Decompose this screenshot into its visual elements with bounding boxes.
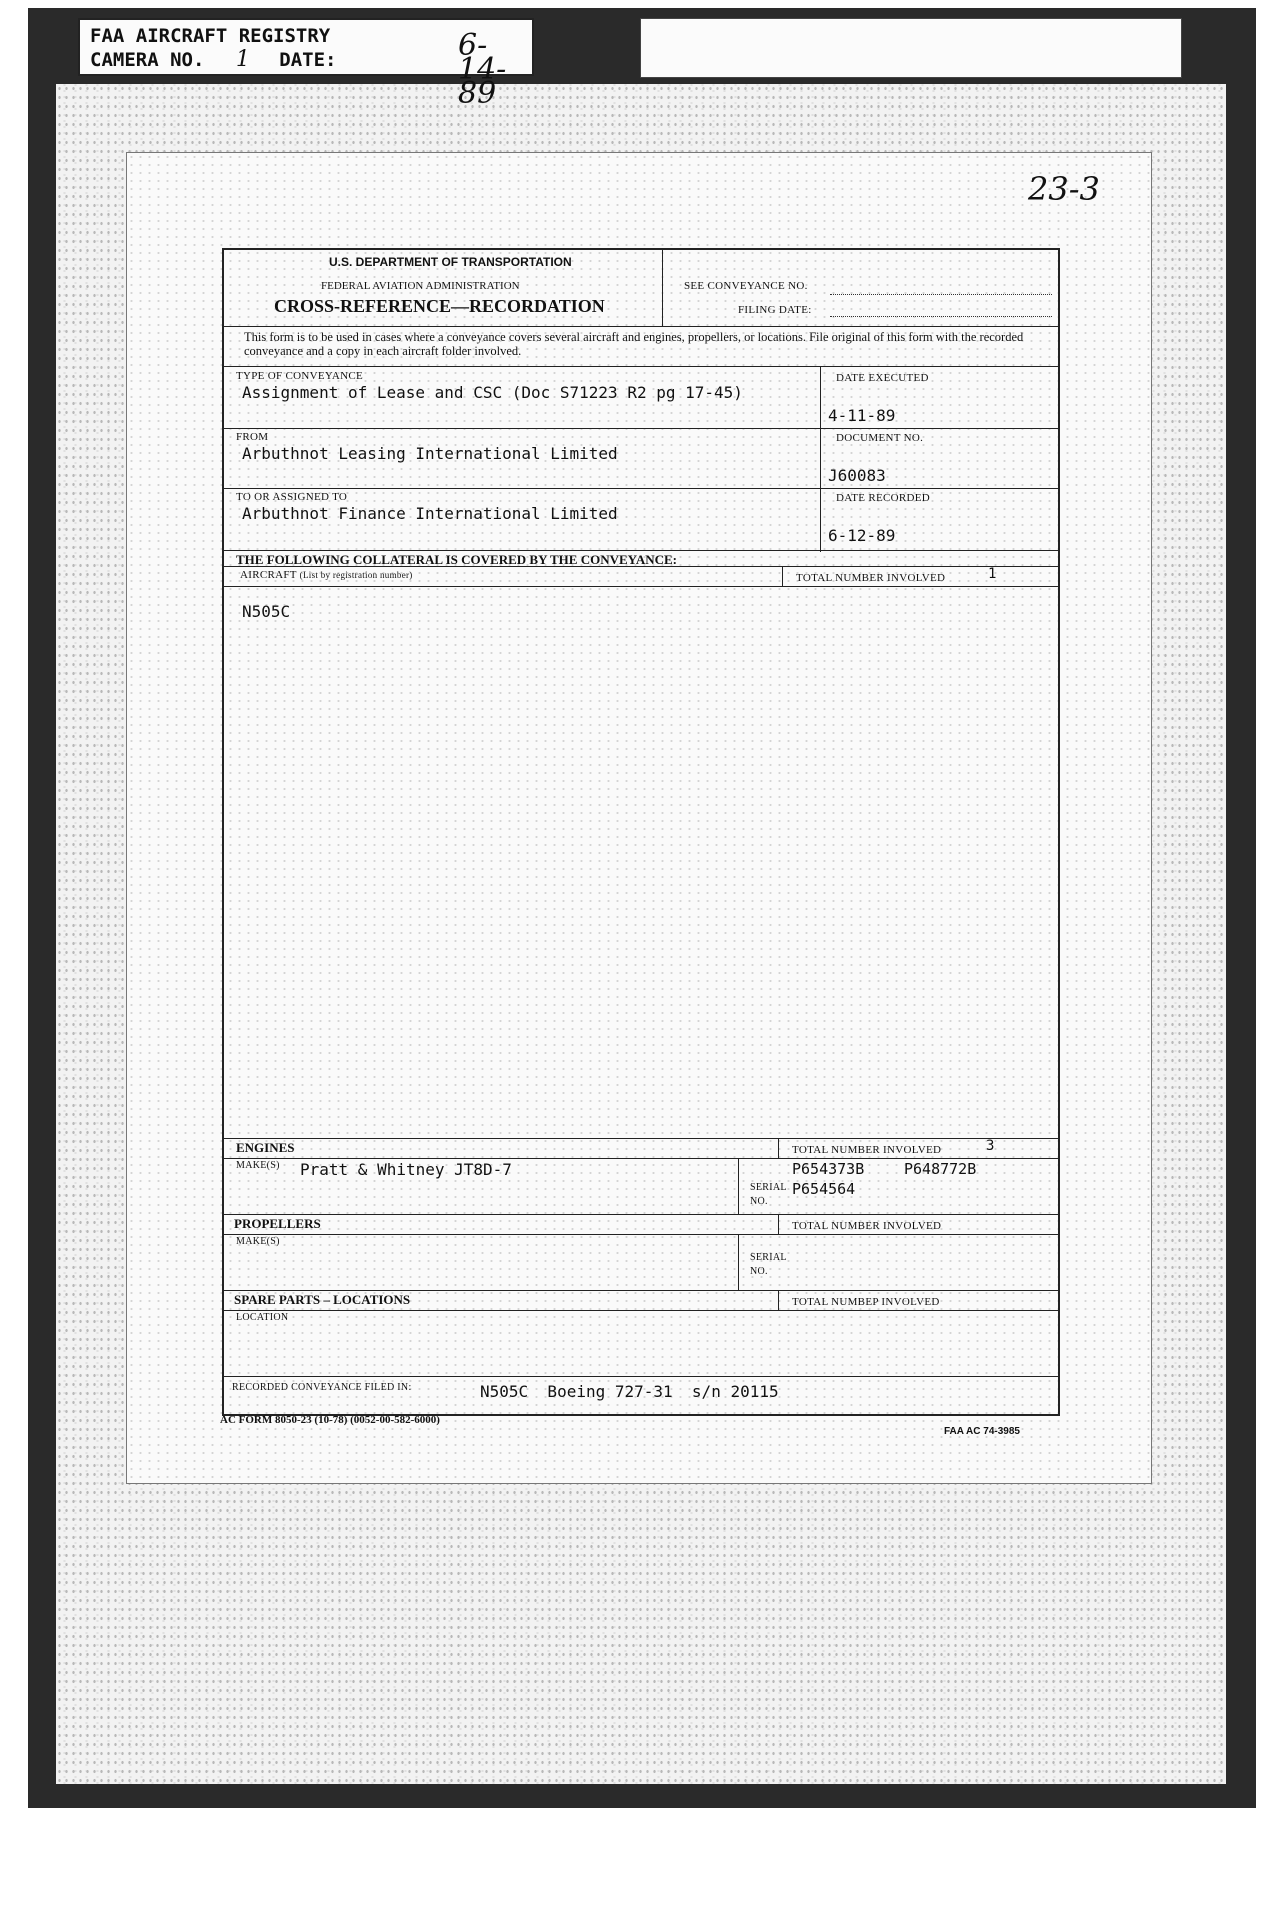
location-label: LOCATION [236,1312,289,1323]
aircraft-total-value: 1 [988,566,997,582]
type-of-conveyance-label: TYPE OF CONVEYANCE [236,370,364,382]
engines-serial-no-label: NO. [750,1196,768,1207]
propellers-make-label: MAKE(S) [236,1236,280,1247]
date-executed-label: DATE EXECUTED [836,372,929,384]
engine-serial-1: P654373B [792,1160,865,1178]
engines-total-value: 3 [986,1138,995,1154]
aircraft-label [240,569,413,581]
filing-date-field [830,316,1052,317]
department-name: U.S. DEPARTMENT OF TRANSPORTATION [329,255,572,269]
engines-make-value: Pratt & Whitney JT8D-7 [300,1160,512,1179]
propellers-serial-no-label: NO. [750,1266,768,1277]
recorded-conveyance-value: N505C Boeing 727-31 s/n 20115 [480,1382,779,1401]
form-instructions: This form is to be used in cases where a conveyance covers several aircraft and engines, propellers, or locations. File original of this form with the recorded conveyance and a copy in each aircraft folder involved. [244,330,1024,358]
spare-parts-heading: SPARE PARTS – LOCATIONS [234,1292,411,1307]
ac-number: FAA AC 74-3985 [944,1426,1020,1437]
stamp-line1: FAA AIRCRAFT REGISTRY [90,25,331,47]
from-label: FROM [236,431,269,443]
propellers-heading: PROPELLERS [234,1216,321,1231]
date-executed-value: 4-11-89 [828,406,896,425]
to-label: TO OR ASSIGNED TO [236,491,348,503]
engines-make-label: MAKE(S) [236,1160,280,1171]
stamp-date-value: 6-14-89 [458,28,507,111]
filing-date-label: FILING DATE: [738,304,812,316]
aircraft-label-text: AIRCRAFT [240,569,297,581]
registry-stamp [78,18,534,111]
aircraft-note: (List by registration number) [299,570,413,580]
from-value: Arbuthnot Leasing International Limited [242,444,618,463]
agency-name: FEDERAL AVIATION ADMINISTRATION [321,280,520,292]
type-of-conveyance-value: Assignment of Lease and CSC (Doc S71223 R2 pg 17-45) [242,383,743,402]
to-value: Arbuthnot Finance International Limited [242,504,618,523]
engines-serial-label: SERIAL [750,1182,787,1193]
document-no-value: J60083 [828,466,886,485]
document-no-label: DOCUMENT NO. [836,432,924,444]
aircraft-total-label: TOTAL NUMBER INVOLVED [796,572,946,584]
camera-label: CAMERA NO. [90,49,205,71]
engines-total-label: TOTAL NUMBER INVOLVED [792,1144,942,1156]
spare-parts-total-label: TOTAL NUMBEP INVOLVED [792,1296,940,1308]
see-conveyance-field [830,294,1052,295]
propellers-serial-label: SERIAL [750,1252,787,1263]
date-recorded-label: DATE RECORDED [836,492,931,504]
form-title: CROSS-REFERENCE—RECORDATION [274,296,605,316]
propellers-total-label: TOTAL NUMBER INVOLVED [792,1220,942,1232]
cross-reference-form [222,248,1060,1416]
camera-number: 1 [235,47,250,72]
stamp-date-label: DATE: [279,49,337,71]
engines-heading: ENGINES [236,1140,295,1155]
aircraft-list: N505C [242,602,291,621]
collateral-heading: THE FOLLOWING COLLATERAL IS COVERED BY THE CONVEYANCE: [236,552,678,567]
recorded-conveyance-label: RECORDED CONVEYANCE FILED IN: [232,1382,412,1393]
engine-serial-3: P654564 [792,1180,856,1198]
engine-serial-2: P648772B [904,1160,977,1178]
page-number: 23-3 [1028,170,1100,208]
date-recorded-value: 6-12-89 [828,526,896,545]
stamp-side-panel [640,18,1182,78]
form-number: AC FORM 8050-23 (10-78) (0052-00-582-6000) [220,1414,440,1426]
see-conveyance-label: SEE CONVEYANCE NO. [684,280,808,292]
